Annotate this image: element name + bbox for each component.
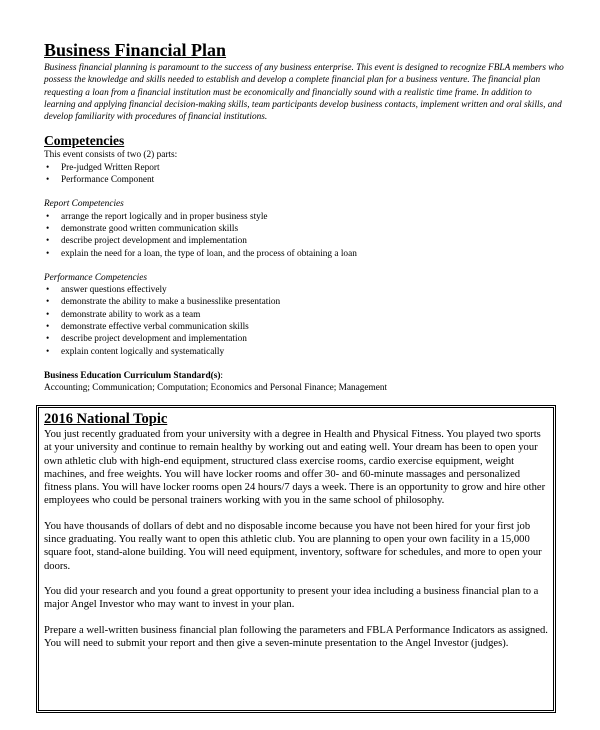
list-item: • describe project development and implementation bbox=[44, 235, 564, 247]
report-competencies-list bbox=[44, 211, 564, 260]
performance-competencies-heading: Performance Competencies bbox=[44, 272, 148, 283]
list-item: • answer questions effectively bbox=[44, 284, 564, 296]
list-item: • explain content logically and systematically bbox=[44, 346, 564, 358]
parts-list bbox=[44, 162, 564, 187]
list-item: • Performance Component bbox=[44, 174, 564, 186]
standards-label: Business Education Curriculum Standard(s) bbox=[44, 370, 221, 381]
standards-label-line bbox=[44, 370, 564, 382]
list-item: • Pre-judged Written Report bbox=[44, 162, 564, 174]
national-topic-heading: 2016 National Topic bbox=[44, 411, 168, 427]
competencies-intro: This event consists of two (2) parts: bbox=[44, 150, 178, 161]
topic-paragraph: You just recently graduated from your university with a degree in Health and Physical Fitness. You played two sports at your university and continue to remain healthy by working out and eating well. Your dream has been to open your own athletic club with high-end equipment, structured class exercise rooms, cardio exercise equipment, weight machines, and free weights. You will have locker rooms and offer 30- and 60-minute massages and personalized fitness plans. You will have locker rooms open 24 hours/7 days a week. There is an opportunity to grow and hire other employees who could be personal trainers working with you in the same school of philosophy. bbox=[44, 429, 546, 507]
standards-values: Accounting; Communication; Computation; Economics and Personal Finance; Management bbox=[44, 383, 388, 394]
competencies-heading: Competencies bbox=[44, 133, 125, 149]
document-page bbox=[44, 40, 564, 395]
list-item: • explain the need for a loan, the type of loan, and the process of obtaining a loan bbox=[44, 248, 564, 260]
list-item: • demonstrate effective verbal communication skills bbox=[44, 321, 564, 333]
intro-paragraph: Business financial planning is paramount to the success of any business enterprise. This event is designed to recognize FBLA members who possess the knowledge and skills needed to establish and develop a complete financial plan for a business venture. The financial plan requesting a loan from a financial institution must be economically and financially sound with a realistic time frame. In addition to learning and applying financial decision-making skills, team participants develop business contacts, implement written and oral skills, and develop familiarity with procedures of financial institutions. bbox=[44, 63, 564, 123]
topic-paragraph: You did your research and you found a great opportunity to present your idea including a business financial plan to a major Angel Investor who may want to invest in your plan. bbox=[44, 585, 539, 611]
performance-competencies-list bbox=[44, 284, 564, 358]
list-item: • demonstrate ability to work as a team bbox=[44, 309, 564, 321]
list-item: • arrange the report logically and in proper business style bbox=[44, 211, 564, 223]
report-competencies-heading: Report Competencies bbox=[44, 199, 124, 210]
list-item: • describe project development and implementation bbox=[44, 333, 564, 345]
topic-paragraph: Prepare a well-written business financial plan following the parameters and FBLA Performance Indicators as assigned. You will need to submit your report and then give a seven-minute presentation to the Angel Investor (judges). bbox=[44, 624, 548, 649]
list-item: • demonstrate the ability to make a businesslike presentation bbox=[44, 296, 564, 308]
document-title: Business Financial Plan bbox=[44, 40, 227, 60]
standards-colon: : bbox=[220, 370, 224, 381]
list-item: • demonstrate good written communication skills bbox=[44, 223, 564, 235]
national-topic-box bbox=[36, 405, 556, 713]
topic-paragraph: You have thousands of dollars of debt and no disposable income because you have not been hired for your first job since graduating. You really want to open this athletic club. You are planning to open your own facility in a 15,000 square foot, stand-alone building. You will need equipment, inventory, software for schedules, and more to open your doors. bbox=[44, 520, 542, 572]
